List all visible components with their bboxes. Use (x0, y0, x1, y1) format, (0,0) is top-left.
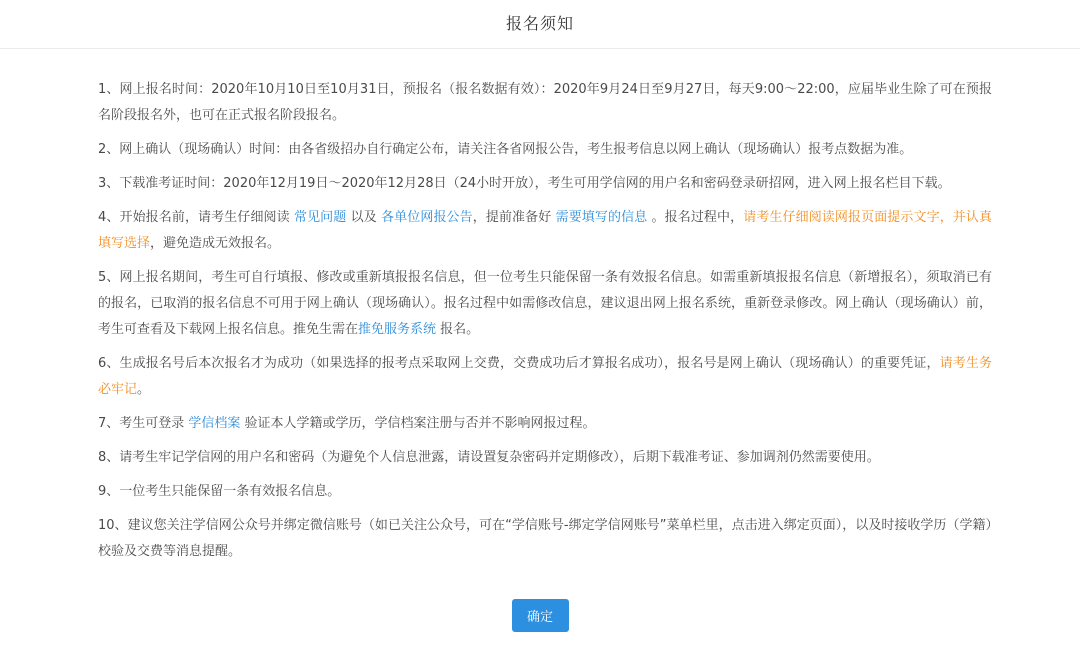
notice-item-8 (98, 445, 992, 471)
notice-text: 。 (137, 382, 151, 397)
notice-text: 验证本人学籍或学历，学信档案注册与否并不影响网报过程。 (240, 416, 596, 431)
notice-item-4 (98, 205, 992, 257)
notice-text: 10、建议您关注学信网公众号并绑定微信账号（如已关注公众号，可在“学信账号-绑定学信网账号”菜单栏里，点击进入绑定页面），以及时接收学历（学籍）校验及交费等消息提醒。 (98, 518, 992, 559)
dialog-title: 报名须知 (505, 13, 574, 33)
notice-item-2 (98, 137, 992, 163)
notice-text: 1、网上报名时间：2020年10月10日至10月31日，预报名（报名数据有效）：2020年9月24日至9月27日，每天9:00～22:00，应届毕业生除了可在预报名阶段报名外，也可在正式报名阶段报名。 (98, 82, 992, 123)
dialog-header (0, 0, 1080, 49)
notice-text: 7、考生可登录 (98, 416, 189, 431)
notice-text: 3、下载准考证时间：2020年12月19日～2020年12月28日（24小时开放），考生可用学信网的用户名和密码登录研招网，进入网上报名栏目下载。 (98, 176, 951, 191)
notice-text: 4、开始报名前，请考生仔细阅读 (98, 210, 294, 225)
warning-text: 请考生务必牢记 (98, 356, 992, 397)
notice-text: 9、一位考生只能保留一条有效报名信息。 (98, 484, 341, 499)
notice-text: ，避免造成无效报名。 (150, 236, 281, 251)
notice-text: 2、网上确认（现场确认）时间：由各省级招办自行确定公布，请关注各省网报公告，考生报考信息以网上确认（现场确认）报考点数据为准。 (98, 142, 913, 157)
xuexin-archive-link[interactable]: 学信档案 (188, 416, 241, 431)
notice-item-1 (98, 77, 992, 129)
warning-text: 请考生仔细阅读网报页面提示文字，并认真填写选择 (98, 210, 992, 251)
notice-item-10 (98, 513, 992, 565)
notice-item-6 (98, 351, 992, 403)
notice-text: 报名。 (436, 322, 480, 337)
notice-text: 6、生成报名号后本次报名才为成功（如果选择的报考点采取网上交费，交费成功后才算报名成功），报名号是网上确认（现场确认）的重要凭证， (98, 356, 940, 371)
notice-item-3 (98, 171, 992, 197)
dialog-body (0, 49, 1080, 565)
notice-text: 。报名过程中， (647, 210, 744, 225)
notice-item-9 (98, 479, 992, 505)
dialog-footer (0, 599, 1080, 632)
notice-text: 8、请考生牢记学信网的用户名和密码（为避免个人信息泄露，请设置复杂密码并定期修改），后期下载准考证、参加调剂仍然需要使用。 (98, 450, 880, 465)
unit-announcements-link[interactable]: 各单位网报公告 (381, 210, 473, 225)
notice-item-5 (98, 265, 992, 343)
required-info-link[interactable]: 需要填写的信息 (555, 210, 648, 225)
recommendation-system-link[interactable]: 推免服务系统 (358, 322, 437, 337)
notice-text: 5、网上报名期间，考生可自行填报、修改或重新填报报名信息，但一位考生只能保留一条有效报名信息。如需重新填报报名信息（新增报名），须取消已有的报名，已取消的报名信息不可用于网上确认（现场确认）。报名过程中如需修改信息，建议退出网上报名系统，重新登录修改。网上确认（现场确认）前，考生可查看及下载网上报名信息。推免生需在 (98, 270, 992, 337)
notice-text: ，提前准备好 (472, 210, 556, 225)
confirm-button[interactable]: 确定 (512, 599, 569, 632)
notice-text: 以及 (346, 210, 382, 225)
faq-link[interactable]: 常见问题 (293, 210, 347, 225)
notice-item-7 (98, 411, 992, 437)
